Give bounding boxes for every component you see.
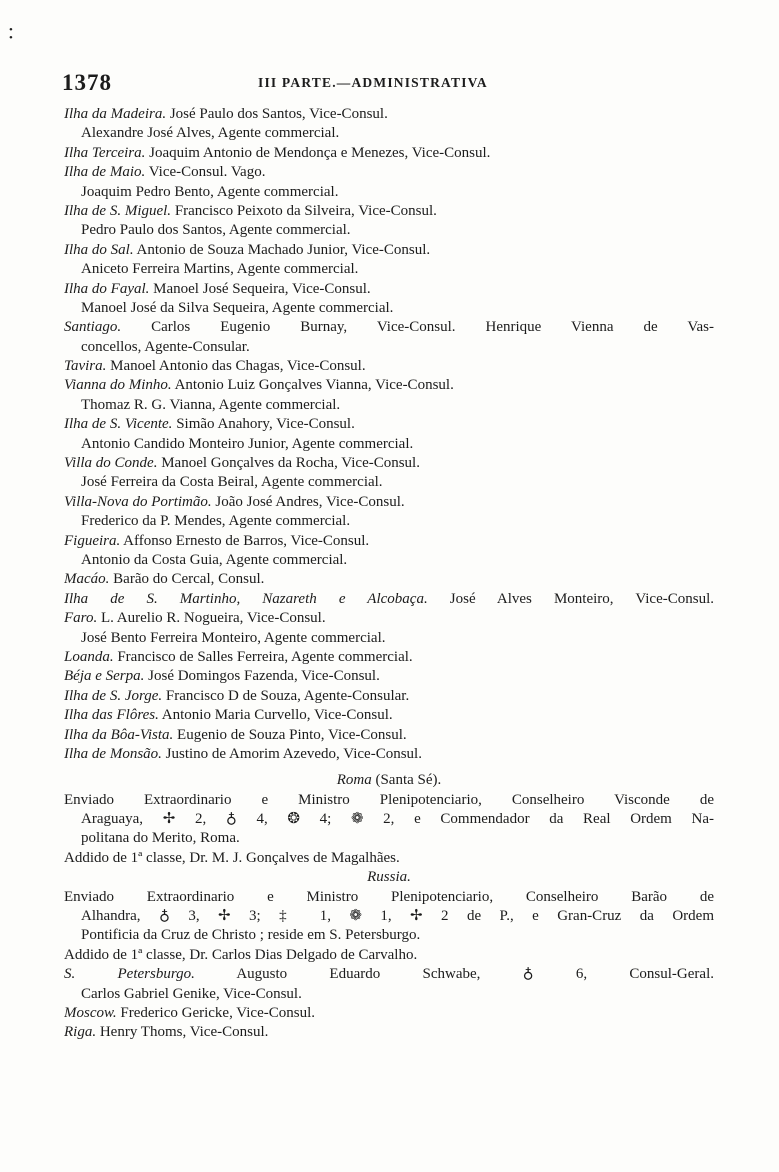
running-head: III PARTE.—ADMINISTRATIVA [258, 75, 488, 90]
entry-line [64, 163, 714, 182]
entry-text: Addido de 1ª classe, Dr. Carlos Dias Delgado de Carvalho. [64, 946, 418, 963]
entry-text: Frederico Gericke, Vice-Consul. [116, 1004, 315, 1021]
entry-text: L. Aurelio R. Nogueira, Vice-Consul. [97, 610, 326, 627]
entry-line [64, 648, 714, 667]
place-name: Ilha Terceira. [64, 144, 146, 161]
entry-line [64, 202, 714, 221]
entry-line [64, 667, 714, 686]
place-name: Villa do Conde. [64, 455, 158, 472]
entry-line [64, 183, 714, 202]
entry-line [64, 985, 714, 1004]
entry-text: Enviado Extraordinario e Ministro Plenipotenciario, Conselheiro Barão de [64, 888, 714, 905]
entry-text: José Paulo dos Santos, Vice-Consul. [166, 106, 388, 122]
entry-line [64, 629, 714, 648]
entry-text: Antonio Luiz Gonçalves Vianna, Vice-Consul. [171, 377, 454, 394]
entry-text: Joaquim Pedro Bento, Agente commercial. [81, 183, 339, 200]
entry-line [64, 105, 714, 124]
entry-text: Thomaz R. G. Vianna, Agente commercial. [81, 396, 341, 413]
entry-line [64, 299, 714, 318]
page-number: 1378 [62, 70, 112, 95]
place-name: Ilha das Flôres. [64, 707, 159, 724]
place-name: S. Petersburgo. [64, 966, 195, 983]
entry-text: Aniceto Ferreira Martins, Agente commercial. [81, 261, 359, 278]
entry-text: Pontificia da Cruz de Christo ; reside em S. Petersburgo. [81, 927, 421, 944]
entry-line [64, 1023, 714, 1042]
place-name: Ilha de Maio. [64, 164, 146, 181]
entry-line [64, 791, 714, 810]
entry-text: Francisco de Salles Ferreira, Agente commercial. [113, 648, 413, 665]
place-name: Ilha de Monsão. [64, 745, 162, 762]
entry-text: Vice-Consul. Vago. [145, 164, 266, 181]
place-name: Ilha do Sal. [64, 241, 134, 258]
entry-line [64, 473, 714, 492]
entry-text: Frederico da P. Mendes, Agente commercial. [81, 513, 351, 530]
heading-roma-rest: (Santa Sé). [371, 772, 442, 789]
entry-line [64, 687, 714, 706]
entry-line [64, 849, 714, 868]
entry-line [64, 609, 714, 628]
entry-line [64, 1004, 714, 1023]
place-name: Moscow. [64, 1004, 117, 1021]
entry-line [64, 907, 714, 926]
entry-text: Simão Anahory, Vice-Consul. [172, 416, 355, 433]
entry-line [64, 888, 714, 907]
entry-text: Manoel José Sequeira, Vice-Consul. [149, 280, 371, 297]
entry-text: Pedro Paulo dos Santos, Agente commercial. [81, 222, 351, 239]
entry-text: Araguaya, ✢ 2, ♁ 4, ❂ 4; ❁ 2, e Commendador da Real Ordem Na- [81, 811, 714, 828]
entry-text: Henry Thoms, Vice-Consul. [96, 1024, 269, 1041]
entry-text: Francisco D de Souza, Agente-Consular. [162, 687, 410, 704]
entry-text: Carlos Eugenio Burnay, Vice-Consul. Henrique Vienna de Vas- [121, 319, 714, 336]
entry-text: politana do Merito, Roma. [81, 830, 240, 847]
consulates-list [64, 105, 714, 764]
entry-line [64, 357, 714, 376]
entry-text: Addido de 1ª classe, Dr. M. J. Gonçalves de Magalhães. [64, 849, 400, 866]
entry-line [64, 810, 714, 829]
entry-text: Augusto Eduardo Schwabe, ♁ 6, Consul-Geral. [194, 966, 714, 983]
place-name: Ilha de S. Martinho, Nazareth e Alcobaça. [64, 590, 428, 607]
entry-text: Eugenio de Souza Pinto, Vice-Consul. [173, 726, 407, 743]
entry-text: Justino de Amorim Azevedo, Vice-Consul. [161, 745, 422, 762]
place-name: Ilha do Fayal. [64, 280, 150, 297]
russia-list [64, 888, 714, 1043]
place-name: Tavira. [64, 358, 107, 375]
entry-text: José Alves Monteiro, Vice-Consul. [427, 590, 714, 607]
entry-line [64, 532, 714, 551]
heading-roma-italic: Roma [336, 772, 372, 789]
entry-line [64, 124, 714, 143]
entry-text: José Bento Ferreira Monteiro, Agente commercial. [81, 629, 386, 646]
entry-text: Antonio Maria Curvello, Vice-Consul. [158, 707, 393, 724]
place-name: Villa-Nova do Portimão. [64, 493, 212, 510]
entry-text: Antonio da Costa Guia, Agente commercial. [81, 551, 348, 568]
place-name: Faro. [64, 610, 98, 627]
entry-line [64, 706, 714, 725]
entry-line [64, 551, 714, 570]
entry-line [64, 435, 714, 454]
entry-line [64, 745, 714, 764]
entry-text: Carlos Gabriel Genike, Vice-Consul. [81, 985, 302, 1002]
entry-line [64, 396, 714, 415]
entry-line [64, 144, 714, 163]
entry-line [64, 926, 714, 945]
entry-text: Francisco Peixoto da Silveira, Vice-Consul. [171, 202, 437, 219]
entry-text: concellos, Agente-Consular. [81, 338, 250, 355]
entry-text: Alexandre José Alves, Agente commercial. [81, 125, 340, 142]
page-body [64, 105, 714, 1043]
margin-mark: • • [9, 24, 13, 44]
place-name: Ilha de S. Vicente. [64, 416, 173, 433]
place-name: Ilha da Madeira. [64, 106, 167, 122]
entry-text: José Ferreira da Costa Beiral, Agente commercial. [81, 474, 383, 491]
entry-line [64, 454, 714, 473]
place-name: Santiago. [64, 319, 122, 336]
place-name: Macáo. [64, 571, 110, 588]
entry-line [64, 829, 714, 848]
roma-list [64, 791, 714, 869]
entry-line [64, 726, 714, 745]
entry-text: Manoel Antonio das Chagas, Vice-Consul. [106, 358, 366, 375]
entry-line [64, 241, 714, 260]
place-name: Ilha de S. Jorge. [64, 687, 163, 704]
place-name: Ilha de S. Miguel. [64, 202, 172, 219]
entry-text: Manoel Gonçalves da Rocha, Vice-Consul. [157, 455, 420, 472]
entry-line [64, 965, 714, 984]
place-name: Ilha da Bôa-Vista. [64, 726, 174, 743]
entry-line [64, 493, 714, 512]
entry-line [64, 338, 714, 357]
entry-text: João José Andres, Vice-Consul. [211, 493, 405, 510]
entry-line [64, 280, 714, 299]
entry-text: Barão do Cercal, Consul. [109, 571, 265, 588]
entry-line [64, 376, 714, 395]
place-name: Figueira. [64, 532, 121, 549]
entry-text: Affonso Ernesto de Barros, Vice-Consul. [120, 532, 370, 549]
entry-line [64, 570, 714, 589]
heading-russia: Russia. [367, 869, 411, 886]
entry-line [64, 221, 714, 240]
place-name: Loanda. [64, 648, 114, 665]
entry-line [64, 318, 714, 337]
entry-line [64, 260, 714, 279]
entry-text: Enviado Extraordinario e Ministro Plenipotenciario, Conselheiro Visconde de [64, 791, 714, 808]
entry-text: Manoel José da Silva Sequeira, Agente commercial. [81, 299, 394, 316]
section-heading-russia [64, 868, 714, 887]
entry-text: José Domingos Fazenda, Vice-Consul. [144, 668, 380, 685]
entry-line [64, 512, 714, 531]
entry-line [64, 590, 714, 609]
entry-line [64, 415, 714, 434]
entry-text: Antonio de Souza Machado Junior, Vice-Consul. [133, 241, 431, 258]
entry-text: Antonio Candido Monteiro Junior, Agente commercial. [81, 435, 414, 452]
entry-line [64, 946, 714, 965]
place-name: Béja e Serpa. [64, 668, 145, 685]
entry-text: Alhandra, ♁ 3, ✢ 3; ‡ 1, ❁ 1, ✢ 2 de P., e Gran-Cruz da Ordem [81, 908, 714, 925]
place-name: Riga. [64, 1024, 97, 1041]
section-heading-roma [64, 771, 714, 790]
place-name: Vianna do Minho. [64, 377, 172, 394]
entry-text: Joaquim Antonio de Mendonça e Menezes, Vice-Consul. [145, 144, 491, 161]
page-header [62, 70, 722, 100]
